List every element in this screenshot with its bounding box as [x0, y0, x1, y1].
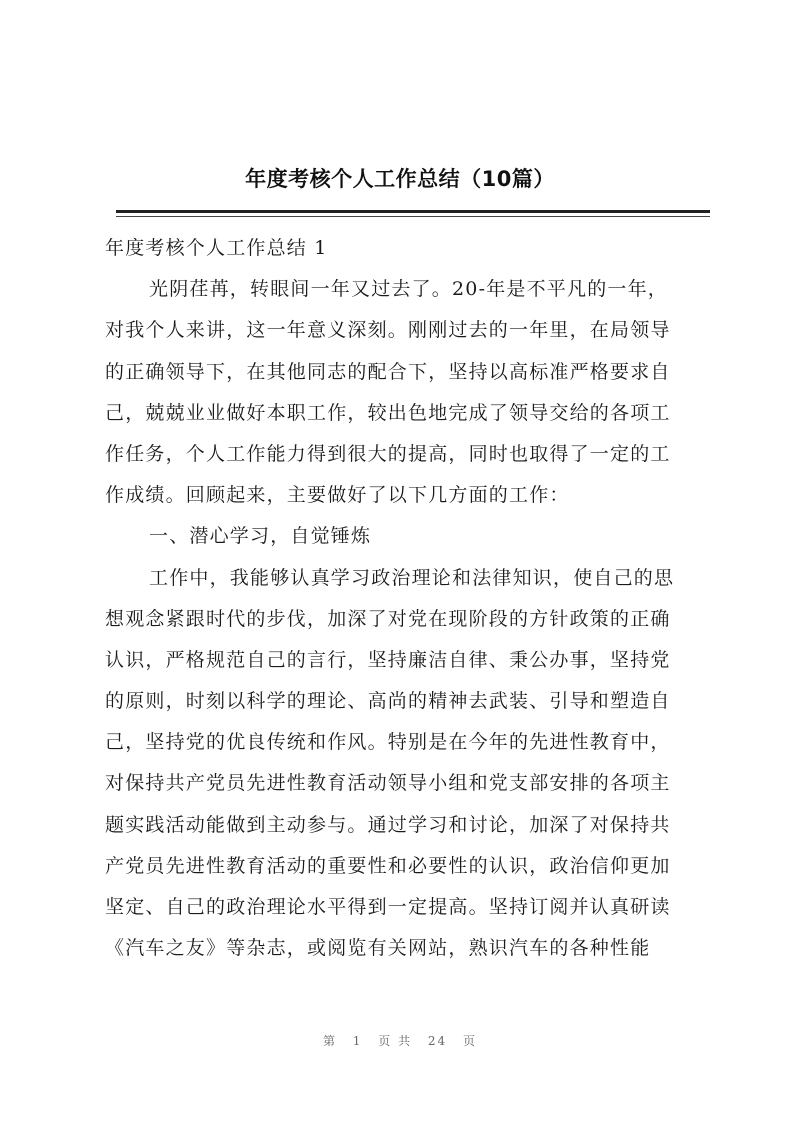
paragraph-line: 工作中，我能够认真学习政治理论和法律知识，使自己的思 — [149, 566, 675, 589]
paragraph-line: 对保持共产党员先进性教育活动领导小组和党支部安排的各项主 — [105, 772, 671, 795]
paragraph-line: 的正确领导下，在其他同志的配合下，坚持以高标准严格要求自 — [105, 360, 671, 383]
document-title: 年度考核个人工作总结（10篇） — [245, 167, 555, 191]
paragraph-line: 想观念紧跟时代的步伐，加深了对党在现阶段的方针政策的正确 — [105, 607, 671, 630]
paragraph-line: 作任务，个人工作能力得到很大的提高，同时也取得了一定的工 — [105, 442, 671, 465]
paragraph-line: 光阴荏苒，转眼间一年又过去了。20-年是不平凡的一年， — [149, 278, 668, 301]
paragraph-line: 《汽车之友》等杂志，或阅览有关网站，熟识汽车的各种性能 — [105, 937, 651, 960]
title-underline-thin — [116, 216, 710, 217]
page-footer — [0, 1032, 800, 1049]
section-heading: 年度考核个人工作总结 1 — [105, 237, 328, 259]
paragraph-line: 的原则，时刻以科学的理论、高尚的精神去武装、引导和塑造自 — [105, 690, 671, 713]
subsection-heading: 一、潜心学习，自觉锤炼 — [149, 525, 372, 548]
paragraph-line: 产党员先进性教育活动的重要性和必要性的认识，政治信仰更加 — [105, 854, 671, 877]
document-body — [105, 228, 715, 969]
title-underline-thick — [116, 210, 710, 213]
footer-suffix: 页 — [463, 1034, 478, 1048]
paragraph-line: 题实践活动能做到主动参与。通过学习和讨论，加深了对保持共 — [105, 813, 671, 836]
footer-prefix: 第 — [322, 1034, 337, 1048]
paragraph-line: 己，坚持党的优良传统和作风。特别是在今年的先进性教育中， — [105, 731, 671, 754]
paragraph-line: 对我个人来讲，这一年意义深刻。刚刚过去的一年里，在局领导 — [105, 319, 671, 342]
paragraph-line: 己，兢兢业业做好本职工作，较出色地完成了领导交给的各项工 — [105, 401, 671, 424]
footer-total-pages: 24 — [427, 1034, 448, 1048]
footer-mid: 页 共 — [378, 1034, 413, 1048]
paragraph-line: 作成绩。回顾起来，主要做好了以下几方面的工作： — [105, 484, 570, 507]
footer-current-page: 1 — [352, 1034, 363, 1048]
paragraph-line: 认识，严格规范自己的言行，坚持廉洁自律、秉公办事，坚持党 — [105, 648, 671, 671]
paragraph-line: 坚定、自己的政治理论水平得到一定提高。坚持订阅并认真研读 — [105, 896, 671, 918]
